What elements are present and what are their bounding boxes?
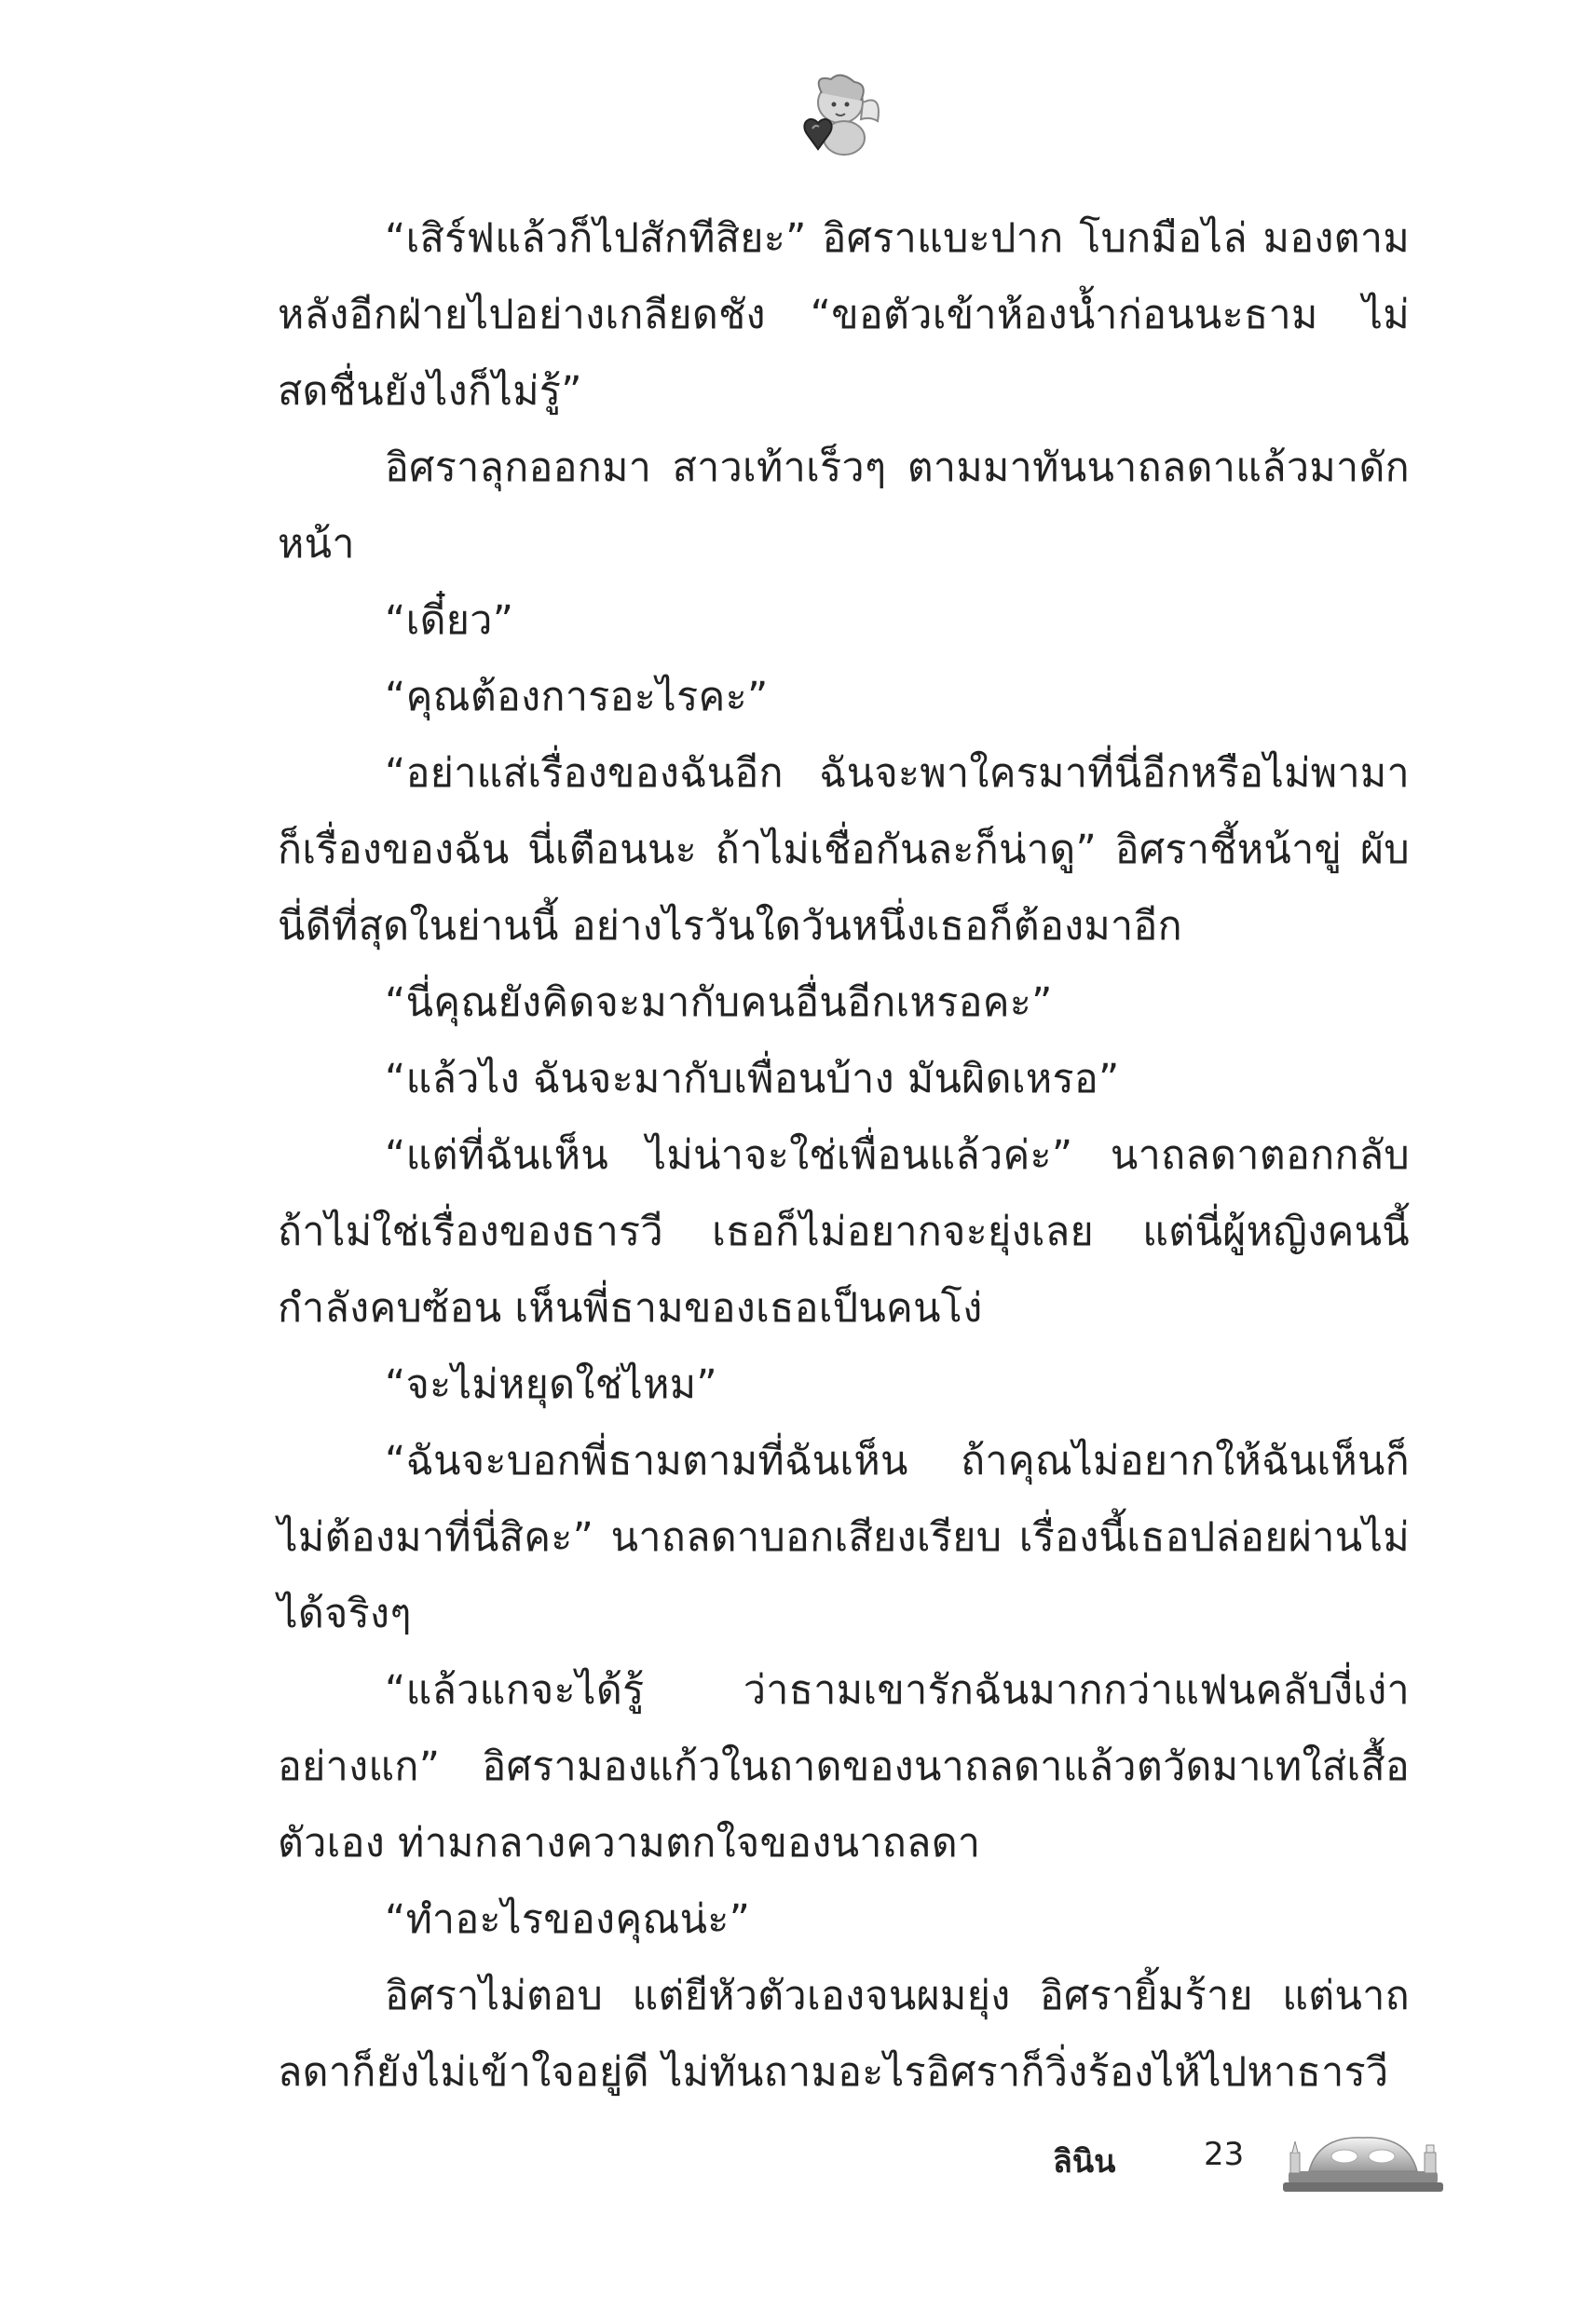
paragraph: “จะไม่หยุดใช่ไหม” (385, 1361, 717, 1408)
paragraph: “แล้วไง ฉันจะมากับเพื่อนบ้าง มันผิดเหรอ” (385, 1056, 1120, 1102)
page-footer (1053, 2125, 1444, 2199)
paragraph: อิศราลุกออกมา สาวเท้าเร็วๆ ตามมาทันนาถลดาแล้วมาดักหน้า (278, 444, 1410, 567)
chapter-body (278, 200, 1410, 2111)
cherub-heart-icon (784, 65, 887, 168)
paragraph: “แล้วแกจะได้รู้ ว่าธามเขารักฉันมากกว่าแฟนคลับงี่เง่าอย่างแก” อิศรามองแก้วในถาดของนาถลดาแล้วตวัดมาเทใส่เสื้อตัวเอง ท่ามกลางความตกใจของนาถลดา (278, 1667, 1410, 1867)
paragraph: “คุณต้องการอะไรคะ” (385, 674, 769, 720)
paragraph: “เดี๋ยว” (385, 597, 514, 644)
paragraph: อิศราไม่ตอบ แต่ยีหัวตัวเองจนผมยุ่ง อิศรายิ้มร้าย แต่นาถลดาก็ยังไม่เข้าใจอยู่ดี ไม่ทันถามอะไรอิศราก็วิ่งร้องไห้ไปหาธารวี (278, 1973, 1410, 2096)
paragraph: “อย่าแส่เรื่องของฉันอีก ฉันจะพาใครมาที่นี่อีกหรือไม่พามาก็เรื่องของฉัน นี่เตือนนะ ถ้าไม่เชื่อกันละก็น่าดู” อิศราชี้หน้าขู่ ผับนี่ดีที่สุดในย่านนี้ อย่างไรวันใดวันหนึ่งเธอก็ต้องมาอีก (278, 750, 1410, 950)
bed-icon (1281, 2125, 1444, 2199)
page-number: 23 (1204, 2136, 1245, 2173)
paragraph: “เสิร์ฟแล้วก็ไปสักทีสิยะ” อิศราแบะปาก โบกมือไล่ มองตามหลังอีกฝ่ายไปอย่างเกลียดชัง “ขอตัวเข้าห้องน้ำก่อนนะธาม ไม่สดชื่นยังไงก็ไม่รู้” (278, 215, 1410, 415)
paragraph: “แต่ที่ฉันเห็น ไม่น่าจะใช่เพื่อนแล้วค่ะ” นาถลดาตอกกลับ ถ้าไม่ใช่เรื่องของธารวี เธอก็ไม่อยากจะยุ่งเลย แต่นี่ผู้หญิงคนนี้กำลังคบซ้อน เห็นพี่ธามของเธอเป็นคนโง่ (278, 1132, 1410, 1332)
paragraph: “ฉันจะบอกพี่ธามตามที่ฉันเห็น ถ้าคุณไม่อยากให้ฉันเห็นก็ไม่ต้องมาที่นี่สิคะ” นาถลดาบอกเสียงเรียบ เรื่องนี้เธอปล่อยผ่านไม่ได้จริงๆ (278, 1438, 1410, 1637)
paragraph: “นี่คุณยังคิดจะมากับคนอื่นอีกเหรอคะ” (385, 979, 1053, 1026)
book-title: ลินิน (1053, 2143, 1116, 2181)
paragraph: “ทำอะไรของคุณน่ะ” (385, 1896, 751, 1943)
